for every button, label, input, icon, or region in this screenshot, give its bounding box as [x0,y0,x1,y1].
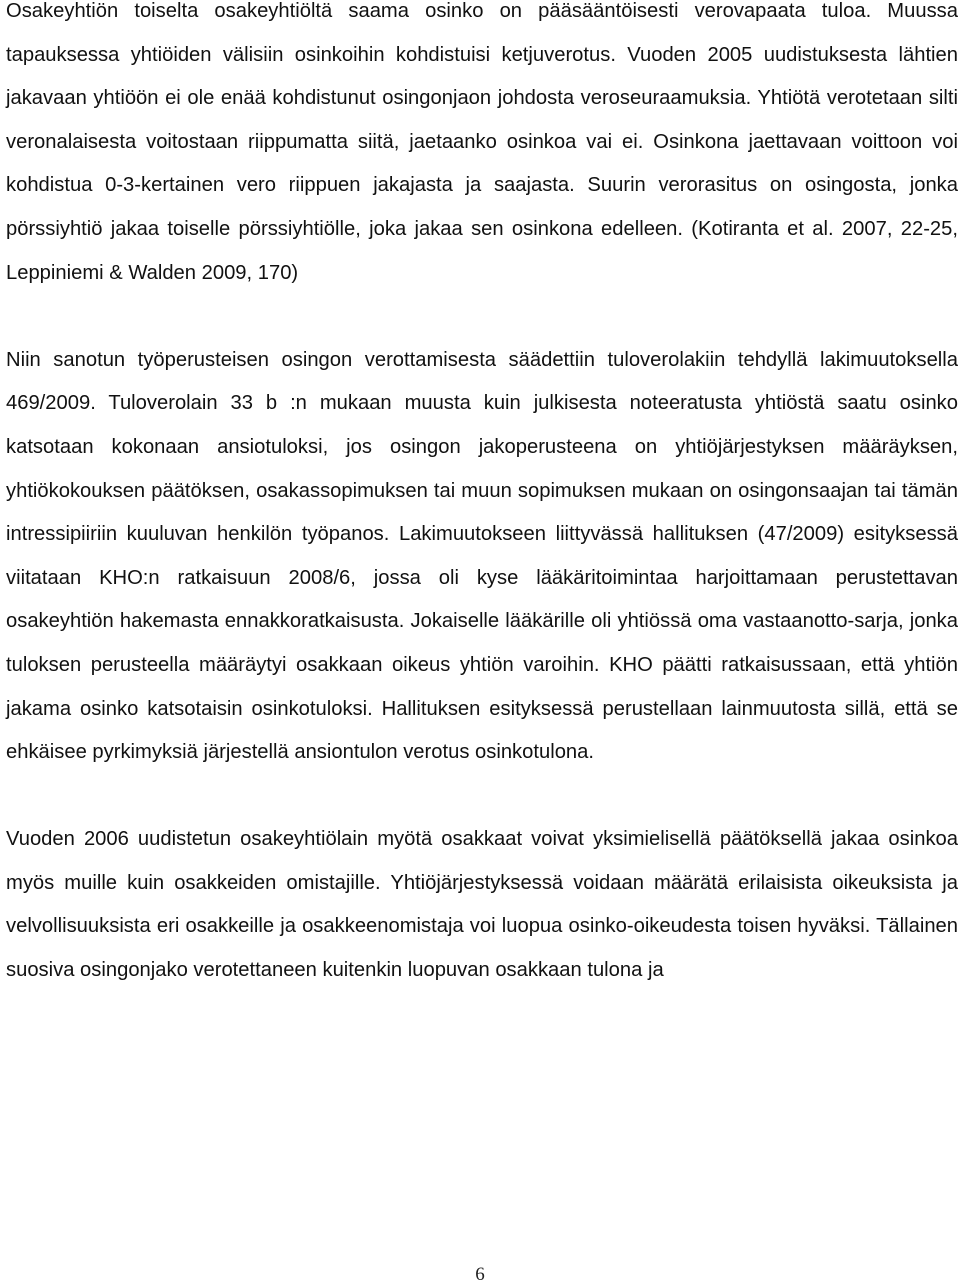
paragraph-intercorporate-dividends: Osakeyhtiön toiselta osakeyhtiöltä saama osinko on pääsääntöisesti verovapaata tuloa. Muussa tapauksessa yhtiöiden välisiin osinkoihin kohdistuisi ketjuverotus. Vuoden 2005 uudistuksesta lähtien jakavaan yhtiöön ei ole enää kohdistunut osingonjaon johdosta veroseuraamuksia. Yhtiötä verotetaan silti veronalaisesta voitostaan riippumatta siitä, jaetaanko osinkoa vai ei. Osinkona jaettavaan voittoon voi kohdistua 0-3-kertainen vero riippuen jakajasta ja saajasta. Suurin verorasitus on osingosta, jonka pörssiyhtiö jakaa toiselle pörssiyhtiölle, joka jakaa sen osinkona edelleen. (Kotiranta et al. 2007, 22-25, Leppiniemi & Walden 2009, 170) [6,0,958,284]
paragraph-companies-act-2006: Vuoden 2006 uudistetun osakeyhtiölain myötä osakkaat voivat yksimielisellä päätöksellä jakaa osinkoa myös muille kuin osakkeiden omistajille. Yhtiöjärjestyksessä voidaan määrätä erilaisista oikeuksista ja velvollisuuksista eri osakkeille ja osakkeenomistaja voi luopua osinko-oikeudesta toisen hyväksi. Tällainen suosiva osingonjako verotettaneen kuitenkin luopuvan osakkaan tulona ja [6,828,958,982]
document-body [6,0,958,993]
page-number: 6 [475,1264,485,1285]
paragraph-gap [6,775,958,819]
paragraph-gap [6,295,958,339]
paragraph-work-based-dividend: Niin sanotun työperusteisen osingon verottamisesta säädettiin tuloverolakiin tehdyllä lakimuutoksella 469/2009. Tuloverolain 33 b :n mukaan muusta kuin julkisesta noteeratusta yhtiöstä saatu osinko katsotaan kokonaan ansiotuloksi, jos osingon jakoperusteena on yhtiöjärjestyksen määräyksen, yhtiökokouksen päätöksen, osakassopimuksen tai muun sopimuksen mukaan on osingonsaajan tai tämän intressipiiriin kuuluvan henkilön työpanos. Lakimuutokseen liittyvässä hallituksen (47/2009) esityksessä viitataan KHO:n ratkaisuun 2008/6, jossa oli kyse lääkäritoimintaa harjoittamaan perustettavan osakeyhtiön hakemasta ennakkoratkaisusta. Jokaiselle lääkärille oli yhtiössä oma vastaanotto-sarja, jonka tuloksen perusteella määräytyi osakkaan oikeus yhtiön varoihin. KHO päätti ratkaisussaan, että yhtiön jakama osinko katsotaisin osinkotuloksi. Hallituksen esityksessä perustellaan lainmuutosta sillä, että se ehkäisee pyrkimyksiä järjestellä ansiontulon verotus osinkotulona. [6,348,958,764]
